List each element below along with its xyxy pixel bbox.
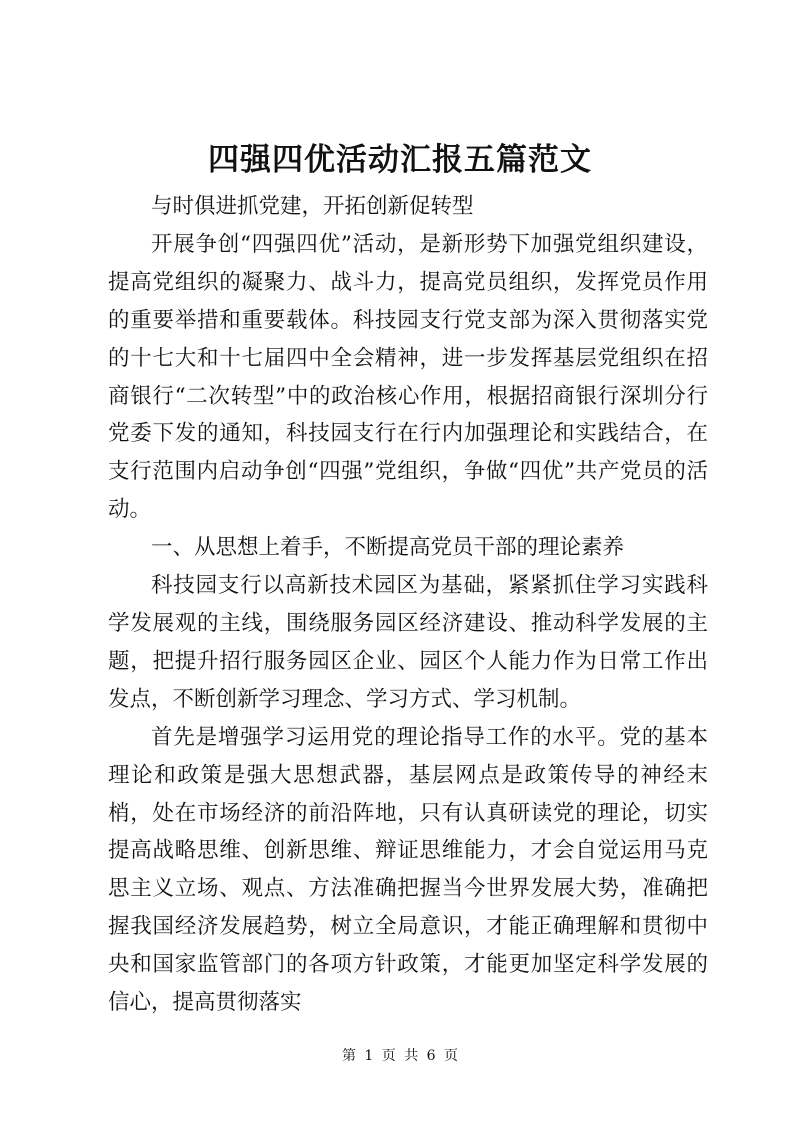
page-indicator: 第 1 页 共 6 页 [341, 1048, 459, 1064]
document-title: 四强四优活动汇报五篇范文 [208, 142, 592, 178]
paragraph-section-body: 科技园支行以高新技术园区为基础，紧紧抓住学习实践科学发展观的主线，围绕服务园区经济建设、推动科学发展的主题，把提升招行服务园区企业、园区个人能力作为日常工作出发点，不断创新学习理念、学习方式、学习机制。 [108, 573, 708, 712]
paragraph-intro: 开展争创“四强四优”活动，是新形势下加强党组织建设，提高党组织的凝聚力、战斗力，提高党员组织，发挥党员作用的重要举措和重要载体。科技园支行党支部为深入贯彻落实党的十七大和十七届四中全会精神，进一步发挥基层党组织在招商银行“二次转型”中的政治核心作用，根据招商银行深圳分行党委下发的通知，科技园支行在行内加强理论和实践结合，在支行范围内启动争创“四强”党组织，争做“四优”共产党员的活动。 [108, 231, 708, 523]
paragraph-section-heading: 一、从思想上着手，不断提高党员干部的理论素养 [151, 535, 625, 561]
paragraph-subtitle: 与时俱进抓党建，开拓创新促转型 [151, 194, 474, 219]
paragraph-first-point: 首先是增强学习运用党的理论指导工作的水平。党的基本理论和政策是强大思想武器，基层网点是政策传导的神经末梢，处在市场经济的前沿阵地，只有认真研读党的理论，切实提高战略思维、创新思维、辩证思维能力，才会自觉运用马克思主义立场、观点、方法准确把握当今世界发展大势，准确把握我国经济发展趋势，树立全局意识，才能正确理解和贯彻中央和国家监管部门的各项方针政策，才能更加坚定科学发展的信心，提高贯彻落实 [108, 724, 708, 1016]
document-body [108, 188, 708, 1022]
